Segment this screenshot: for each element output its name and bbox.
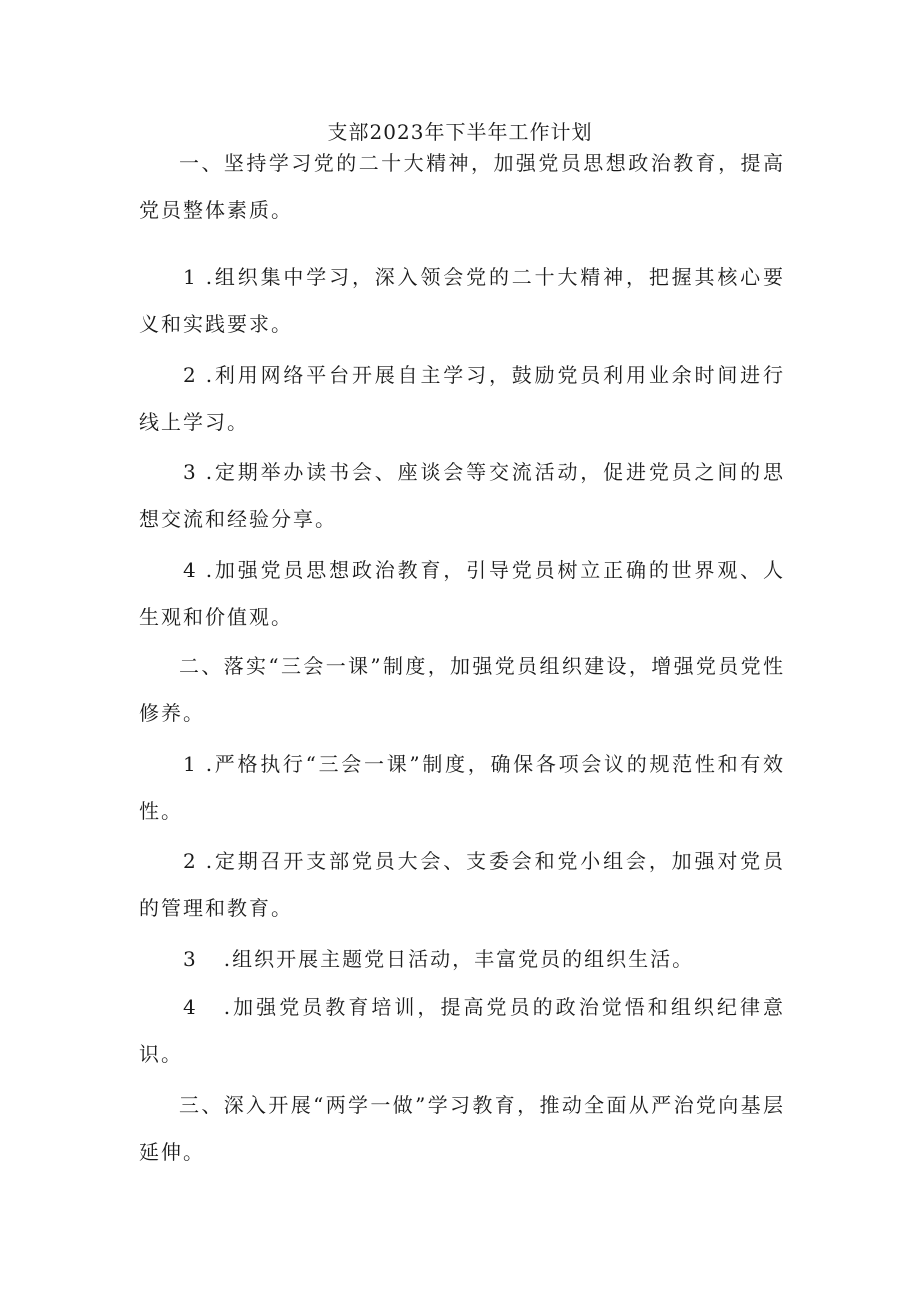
item-text: .利用网络平台开展自主学习，鼓励党员利用业余时间进行线上学习。: [139, 363, 785, 434]
section-heading-2: 二、落实“三会一课”制度，加强党员组织建设，增强党员党性修养。: [139, 654, 785, 725]
list-item: [139, 838, 785, 932]
item-text: .定期召开支部党员大会、支委会和党小组会，加强对党员的管理和教育。: [139, 849, 785, 920]
list-item: [139, 984, 785, 1078]
item-text: .加强党员思想政治教育，引导党员树立正确的世界观、人生观和价值观。: [139, 558, 785, 629]
item-text: .严格执行“三会一课”制度，确保各项会议的规范性和有效性。: [139, 752, 785, 823]
list-item: [139, 741, 785, 835]
section-heading-3: 三、深入开展“两学一做”学习教育，推动全面从严治党向基层延伸。: [139, 1093, 785, 1164]
item-number: 3: [183, 460, 196, 484]
item-number: 1: [183, 752, 196, 776]
item-number: 4: [183, 995, 196, 1019]
list-item: [139, 352, 785, 446]
list-item: [139, 254, 785, 348]
document-title: 支部2023年下半年工作计划: [327, 120, 593, 144]
item-number: 3: [183, 947, 196, 971]
section-heading-1: 一、坚持学习党的二十大精神，加强党员思想政治教育，提高党员整体素质。: [139, 151, 785, 222]
item-number: 1: [183, 265, 196, 289]
list-item: [139, 936, 785, 983]
item-text: .组织开展主题党日活动，丰富党员的组织生活。: [223, 947, 695, 971]
item-number: 2: [183, 849, 196, 873]
item-text: .定期举办读书会、座谈会等交流活动，促进党员之间的思想交流和经验分享。: [139, 460, 785, 531]
item-number: 2: [183, 363, 196, 387]
list-item: [139, 449, 785, 543]
list-item: [139, 547, 785, 641]
item-text: .组织集中学习，深入领会党的二十大精神，把握其核心要义和实践要求。: [139, 265, 785, 336]
item-text: .加强党员教育培训，提高党员的政治觉悟和组织纪律意识。: [139, 995, 785, 1066]
item-number: 4: [183, 558, 196, 582]
